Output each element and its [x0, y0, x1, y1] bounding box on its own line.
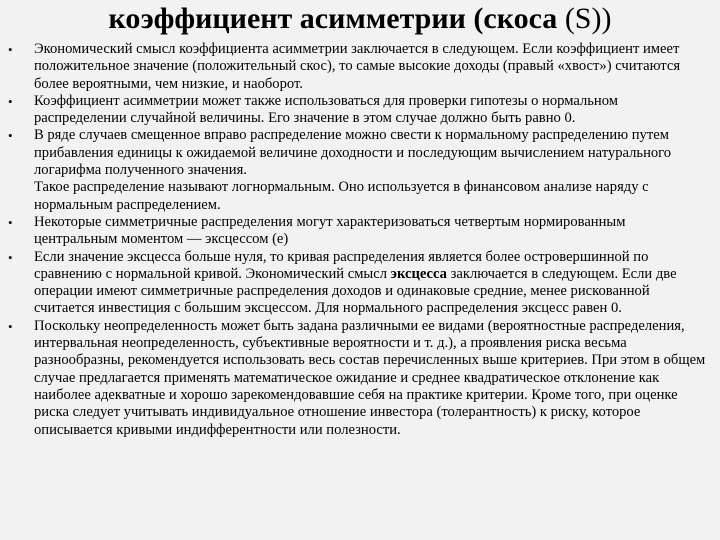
bullet-text-3-continuation: Такое распределение называют логнормальным. Оно используется в финансовом анализе наряду с нормальным распределением. [34, 179, 649, 213]
bullet-item-4 [8, 214, 708, 249]
bullet-item-6 [8, 318, 708, 439]
bullet-dot-icon: • [8, 318, 13, 334]
bullet-text-4: Некоторые симметричные распределения могут характеризоваться четвертым нормированным центральным моментом — эксцессом (е) [34, 213, 626, 248]
bullet-item-3 [8, 127, 708, 213]
bullet-list [8, 41, 708, 439]
bullet-text-3: В ряде случаев смещенное вправо распределение можно свести к нормальному распределению путем прибавления единицы к ожидаемой величине доходности и последующим вычислением натурального логарифма полученного значения. [34, 127, 672, 179]
bullet-dot-icon: • [8, 42, 13, 57]
bullet-text-1: Экономический смысл коэффициента асимметрии заключается в следующем. Если коэффициент имеет положительное значение (положительный скос), то самые высокие доходы (правый «хвост») считаются более вероятными, чем низкие, и наоборот. [34, 41, 681, 92]
bullet-item-2 [8, 93, 708, 128]
bullet-text-5-bold-term: эксцесса [390, 265, 447, 282]
bullet-dot-icon: • [8, 128, 13, 144]
bullet-text-5-before: Если значение эксцесса больше нуля, то кривая распределения является более островершинной по сравнению с нормальной кривой. Экономический смысл [34, 248, 649, 282]
bullet-dot-icon: • [8, 93, 13, 109]
bullet-dot-icon: • [8, 249, 13, 265]
slide-title-bold: коэффициент асимметрии (скоса [108, 2, 558, 35]
bullet-text-5 [34, 249, 708, 318]
bullet-item-1 [8, 41, 708, 93]
bullet-text-6: Поскольку неопределенность может быть задана различными ее видами (вероятностные распределения, интервальная неопределенность, субъективные вероятности и т. д.), а проявления риска весьма разнообразны, рекомендуется использовать весь состав перечисленных выше критериев. При этом в общем случае предлагается применять математическое ожидание и среднее квадратическое отклонение как наиболее адекватные и хорошо зарекомендовавшие себя на практике критерии. Кроме того, при оценке риска следует учитывать индивидуальное отношение инвестора (толерантность) к риску, которое описывается кривыми индифферентности или полезности. [34, 317, 706, 438]
bullet-text-5-after: заключается в следующем. Если две операции имеют симметричные распределения доходов и одинаковые средние, менее рискованной считается инвестиция с большим эксцессом. Для нормального распределения эксцесс равен 0. [34, 265, 677, 317]
bullet-item-5 [8, 249, 708, 318]
slide-title-normal: (S)) [557, 2, 612, 35]
bullet-dot-icon: • [8, 214, 13, 230]
slide-title [0, 0, 720, 38]
bullet-text-2: Коэффициент асимметрии может также использоваться для проверки гипотезы о нормальном распределении случайной величины. Его значение в этом случае должно быть равно 0. [34, 92, 618, 127]
